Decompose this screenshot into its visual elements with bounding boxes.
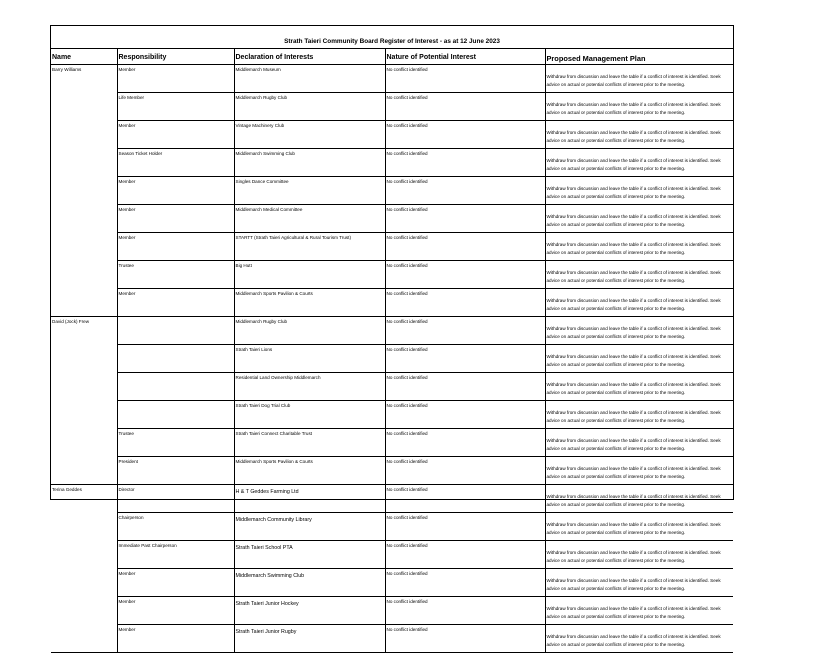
cell-name: [51, 541, 117, 569]
header-nature: Nature of Potential Interest: [385, 49, 545, 65]
cell-responsibility: Member: [117, 205, 234, 233]
cell-responsibility: [117, 317, 234, 345]
cell-name: [51, 457, 117, 485]
cell-responsibility: Member: [117, 233, 234, 261]
cell-responsibility: Life Member: [117, 93, 234, 121]
cell-responsibility: Member: [117, 625, 234, 653]
cell-name: [51, 93, 117, 121]
header-responsibility: Responsibility: [117, 49, 234, 65]
cell-nature: No conflict identified: [385, 93, 545, 121]
cell-management-plan: Withdraw from discussion and leave the table if a conflict of interest is identified. Seek advice on actual or potential conflicts of interest prior to the meeting.: [545, 401, 733, 429]
header-name: Name: [51, 49, 117, 65]
cell-responsibility: Member: [117, 121, 234, 149]
cell-declaration: Strath Taieri Connect Charitable Trust: [234, 429, 385, 457]
cell-name: [51, 233, 117, 261]
cell-name: [51, 345, 117, 373]
cell-management-plan: Withdraw from discussion and leave the table if a conflict of interest is identified. Seek advice on actual or potential conflicts of interest prior to the meeting.: [545, 429, 733, 457]
cell-responsibility: Trustee: [117, 429, 234, 457]
table-row: [51, 261, 733, 289]
cell-responsibility: Member: [117, 597, 234, 625]
cell-name: [51, 289, 117, 317]
cell-responsibility: Immediate Past Chairperson: [117, 541, 234, 569]
cell-management-plan: Withdraw from discussion and leave the table if a conflict of interest is identified. Seek advice on actual or potential conflicts of interest prior to the meeting.: [545, 121, 733, 149]
cell-declaration: Strath Taieri Lions: [234, 345, 385, 373]
table-row: [51, 429, 733, 457]
cell-responsibility: [117, 345, 234, 373]
cell-management-plan: Withdraw from discussion and leave the table if a conflict of interest is identified. Seek advice on actual or potential conflicts of interest prior to the meeting.: [545, 345, 733, 373]
table-row: [51, 233, 733, 261]
cell-management-plan: Withdraw from discussion and leave the table if a conflict of interest is identified. Seek advice on actual or potential conflicts of interest prior to the meeting.: [545, 93, 733, 121]
cell-name: David (Jock) Frew: [51, 317, 117, 345]
cell-nature: No conflict identified: [385, 485, 545, 513]
cell-declaration: Singles Dance Committee: [234, 177, 385, 205]
cell-declaration: Big Hutt: [234, 261, 385, 289]
cell-management-plan: Withdraw from discussion and leave the table if a conflict of interest is identified. Seek advice on actual or potential conflicts of interest prior to the meeting.: [545, 261, 733, 289]
cell-responsibility: [117, 373, 234, 401]
table-row: [51, 317, 733, 345]
cell-responsibility: Member: [117, 177, 234, 205]
cell-declaration: Middlemarch Swimming Club: [234, 149, 385, 177]
cell-name: [51, 513, 117, 541]
cell-nature: No conflict identified: [385, 233, 545, 261]
cell-name: Terina Geddes: [51, 485, 117, 513]
register-sheet: [50, 25, 734, 647]
cell-responsibility: Member: [117, 289, 234, 317]
table-row: [51, 205, 733, 233]
cell-management-plan: Withdraw from discussion and leave the table if a conflict of interest is identified. Seek advice on actual or potential conflicts of interest prior to the meeting.: [545, 205, 733, 233]
register-title: Strath Taieri Community Board Register of Interest - as at 12 June 2023: [51, 26, 733, 49]
cell-nature: No conflict identified: [385, 289, 545, 317]
cell-declaration: Middlemarch Medical Committee: [234, 205, 385, 233]
cell-responsibility: Member: [117, 569, 234, 597]
cell-declaration: Strath Taieri Dog Trial Club: [234, 401, 385, 429]
cell-name: [51, 429, 117, 457]
cell-declaration: Middlemarch Rugby Club: [234, 317, 385, 345]
table-row: [51, 289, 733, 317]
cell-nature: No conflict identified: [385, 121, 545, 149]
cell-declaration: Middlemarch Museum: [234, 65, 385, 93]
cell-nature: No conflict identified: [385, 205, 545, 233]
table-row: [51, 373, 733, 401]
cell-declaration: Residential Land Ownership Middlemarch: [234, 373, 385, 401]
cell-name: Barry Williams: [51, 65, 117, 93]
cell-responsibility: Season Ticket Holder: [117, 149, 234, 177]
cell-nature: No conflict identified: [385, 457, 545, 485]
cell-management-plan: Withdraw from discussion and leave the table if a conflict of interest is identified. Seek advice on actual or potential conflicts of interest prior to the meeting.: [545, 317, 733, 345]
cell-nature: No conflict identified: [385, 65, 545, 93]
cell-responsibility: Member: [117, 65, 234, 93]
cell-management-plan: Withdraw from discussion and leave the table if a conflict of interest is identified. Seek advice on actual or potential conflicts of interest prior to the meeting.: [545, 569, 733, 597]
table-row: [51, 177, 733, 205]
cell-nature: No conflict identified: [385, 317, 545, 345]
table-row: [51, 93, 733, 121]
cell-management-plan: Withdraw from discussion and leave the table if a conflict of interest is identified. Seek advice on actual or potential conflicts of interest prior to the meeting.: [545, 289, 733, 317]
cell-management-plan: Withdraw from discussion and leave the table if a conflict of interest is identified. Seek advice on actual or potential conflicts of interest prior to the meeting.: [545, 485, 733, 513]
cell-declaration: STARTT (Strath Taieri Agricultural & Rural Tourism Trust): [234, 233, 385, 261]
table-row: [51, 121, 733, 149]
cell-name: [51, 121, 117, 149]
cell-nature: No conflict identified: [385, 513, 545, 541]
cell-declaration: H & T Geddes Farming Ltd: [234, 485, 385, 513]
table-row: [51, 345, 733, 373]
cell-declaration: Middlemarch Rugby Club: [234, 93, 385, 121]
cell-name: [51, 597, 117, 625]
cell-management-plan: Withdraw from discussion and leave the table if a conflict of interest is identified. Seek advice on actual or potential conflicts of interest prior to the meeting.: [545, 541, 733, 569]
cell-name: [51, 149, 117, 177]
cell-name: [51, 373, 117, 401]
register-table: [51, 49, 733, 653]
cell-declaration: Strath Taieri Junior Hockey: [234, 597, 385, 625]
cell-declaration: Middlemarch Swimming Club: [234, 569, 385, 597]
cell-management-plan: Withdraw from discussion and leave the table if a conflict of interest is identified. Seek advice on actual or potential conflicts of interest prior to the meeting.: [545, 373, 733, 401]
table-row: [51, 65, 733, 93]
cell-management-plan: Withdraw from discussion and leave the table if a conflict of interest is identified. Seek advice on actual or potential conflicts of interest prior to the meeting.: [545, 457, 733, 485]
cell-responsibility: Director: [117, 485, 234, 513]
cell-nature: No conflict identified: [385, 625, 545, 653]
cell-declaration: Middlemarch Community Library: [234, 513, 385, 541]
cell-management-plan: Withdraw from discussion and leave the table if a conflict of interest is identified. Seek advice on actual or potential conflicts of interest prior to the meeting.: [545, 177, 733, 205]
header-declaration: Declaration of Interests: [234, 49, 385, 65]
cell-nature: No conflict identified: [385, 569, 545, 597]
cell-name: [51, 177, 117, 205]
cell-nature: No conflict identified: [385, 597, 545, 625]
cell-responsibility: [117, 401, 234, 429]
cell-nature: No conflict identified: [385, 429, 545, 457]
cell-declaration: Middlemarch Sports Pavilion & Courts: [234, 289, 385, 317]
cell-name: [51, 401, 117, 429]
header-row: [51, 49, 733, 65]
cell-name: [51, 261, 117, 289]
header-management-plan: Proposed Management Plan: [545, 49, 733, 65]
cell-declaration: Middlemarch Sports Pavilion & Courts: [234, 457, 385, 485]
cell-declaration: Strath Taieri School PTA: [234, 541, 385, 569]
table-row: [51, 149, 733, 177]
cell-declaration: Vintage Machinery Club: [234, 121, 385, 149]
cell-responsibility: Trustee: [117, 261, 234, 289]
table-row: [51, 625, 733, 653]
register-rows: [51, 65, 733, 653]
cell-nature: No conflict identified: [385, 345, 545, 373]
cell-management-plan: Withdraw from discussion and leave the table if a conflict of interest is identified. Seek advice on actual or potential conflicts of interest prior to the meeting.: [545, 597, 733, 625]
cell-name: [51, 569, 117, 597]
cell-responsibility: President: [117, 457, 234, 485]
cell-management-plan: Withdraw from discussion and leave the table if a conflict of interest is identified. Seek advice on actual or potential conflicts of interest prior to the meeting.: [545, 513, 733, 541]
table-row: [51, 485, 733, 513]
cell-nature: No conflict identified: [385, 541, 545, 569]
cell-management-plan: Withdraw from discussion and leave the table if a conflict of interest is identified. Seek advice on actual or potential conflicts of interest prior to the meeting.: [545, 149, 733, 177]
table-row: [51, 541, 733, 569]
cell-name: [51, 205, 117, 233]
table-row: [51, 513, 733, 541]
cell-nature: No conflict identified: [385, 401, 545, 429]
cell-declaration: Strath Taieri Junior Rugby: [234, 625, 385, 653]
cell-nature: No conflict identified: [385, 177, 545, 205]
table-row: [51, 597, 733, 625]
cell-name: [51, 625, 117, 653]
table-row: [51, 569, 733, 597]
cell-nature: No conflict identified: [385, 261, 545, 289]
cell-management-plan: Withdraw from discussion and leave the table if a conflict of interest is identified. Seek advice on actual or potential conflicts of interest prior to the meeting.: [545, 65, 733, 93]
cell-responsibility: Chairperson: [117, 513, 234, 541]
cell-nature: No conflict identified: [385, 149, 545, 177]
table-row: [51, 457, 733, 485]
cell-nature: No conflict identified: [385, 373, 545, 401]
table-row: [51, 401, 733, 429]
cell-management-plan: Withdraw from discussion and leave the table if a conflict of interest is identified. Seek advice on actual or potential conflicts of interest prior to the meeting.: [545, 625, 733, 653]
cell-management-plan: Withdraw from discussion and leave the table if a conflict of interest is identified. Seek advice on actual or potential conflicts of interest prior to the meeting.: [545, 233, 733, 261]
